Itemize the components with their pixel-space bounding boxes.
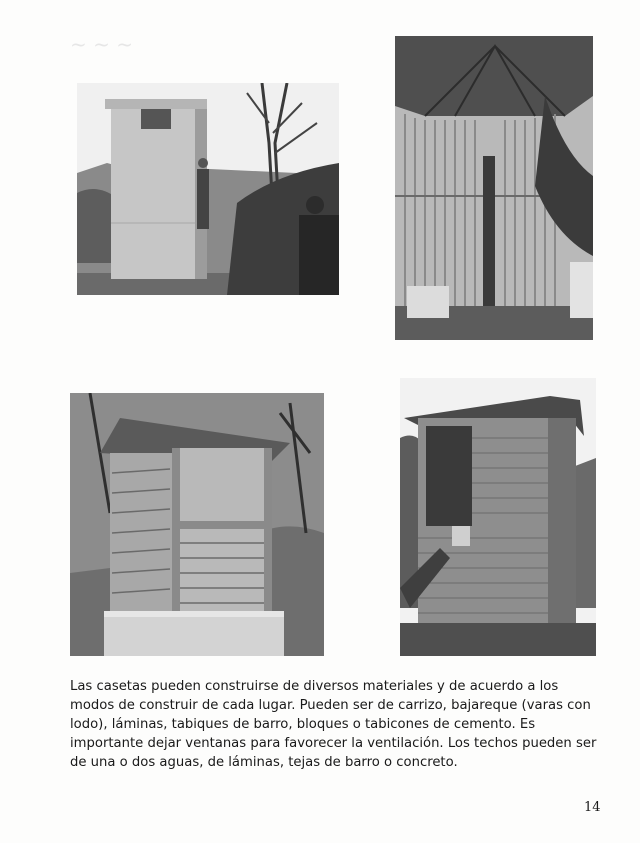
body-paragraph: Las casetas pueden construirse de diversos materiales y de acuerdo a los modos de construir de cada lugar. Pueden ser de carrizo, bajareque (varas con lodo), láminas, tabiques de barro, bloques o tabicones de cemento. Es importante dejar ventanas para favorecer la ventilación. Los techos pueden ser de una o dos aguas, de láminas, tejas de barro o concreto. bbox=[70, 679, 597, 770]
bleed-through-text: ~ ~ ~ bbox=[70, 32, 133, 56]
photo-wattle-latrine bbox=[70, 393, 324, 656]
page-number: 14 bbox=[584, 800, 601, 815]
photo-brick-latrine bbox=[400, 378, 596, 656]
photo-bamboo-interior bbox=[395, 36, 593, 340]
photo-concrete-latrine bbox=[77, 83, 339, 295]
